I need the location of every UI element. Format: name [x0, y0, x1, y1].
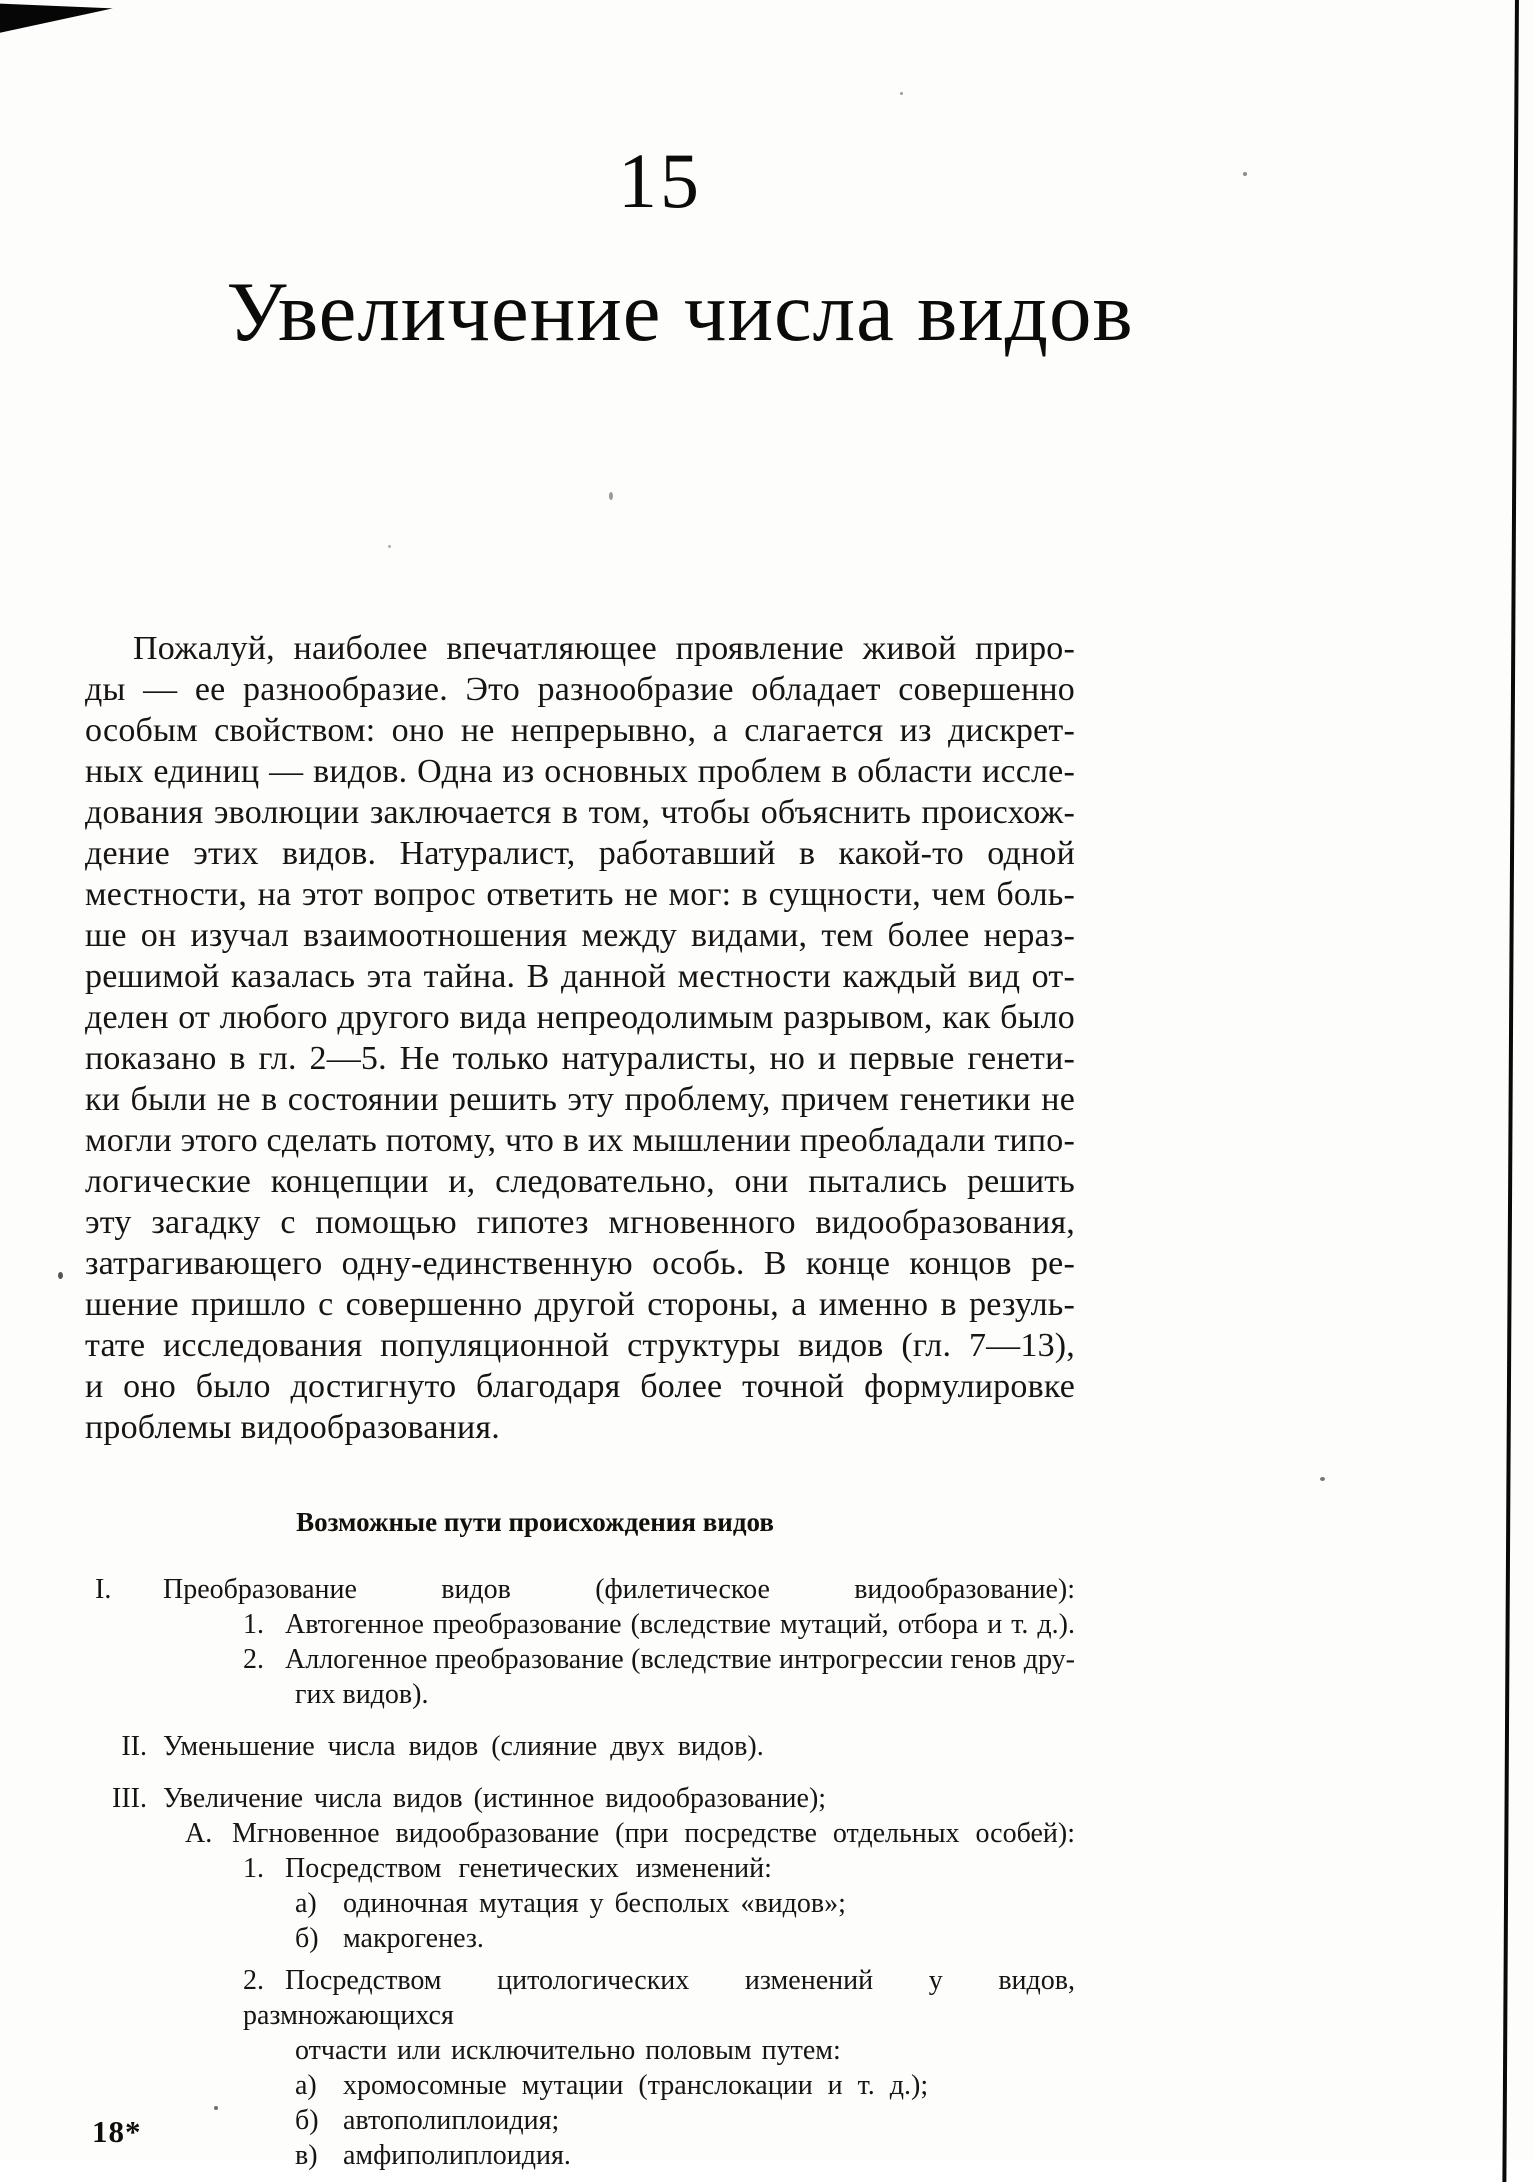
outline-item — [85, 2103, 1075, 2138]
outline-item — [85, 2138, 1075, 2173]
outline-item-label: б) — [295, 1923, 319, 1954]
page-edge-scan-line — [1502, 0, 1519, 2182]
scan-speck — [1243, 172, 1247, 176]
signature-mark: 18* — [92, 2114, 142, 2149]
outline-item — [85, 1851, 1075, 1886]
scan-speck — [1320, 1477, 1325, 1481]
outline-item-text: Увеличение числа видов (истинное видообразование); — [163, 1783, 827, 1814]
outline-item-text: одиночная мутация у бесполых «видов»; — [343, 1888, 846, 1919]
paragraph-line: логические концепции и, следовательно, они пытались решить — [85, 1163, 1075, 1200]
section-heading: Возможные пути происхождения видов — [296, 1507, 774, 1537]
outline-item — [85, 2033, 1075, 2068]
body-paragraph — [85, 628, 1075, 1448]
scan-speck — [900, 92, 903, 95]
outline-item-label: II. — [121, 1731, 147, 1762]
outline-item-label: III. — [112, 1783, 147, 1814]
outline-item-label: а) — [295, 2070, 317, 2101]
paragraph-line: решимой казалась эта тайна. В данной местности каждый вид от- — [85, 958, 1075, 995]
outline-item — [85, 1816, 1075, 1851]
paragraph-line: могли этого сделать потому, что в их мышлении преобладали типо- — [85, 1122, 1075, 1159]
paragraph-line: тате исследования популяционной структуры видов (гл. 7—13), — [85, 1327, 1075, 1364]
outline-item-label: 2. — [243, 1644, 264, 1675]
scan-speck — [388, 545, 391, 548]
paragraph-line: ных единиц — видов. Одна из основных проблем в области иссле- — [85, 753, 1075, 790]
scan-speck — [609, 492, 613, 500]
outline-item-text: макрогенез. — [343, 1923, 484, 1954]
outline-item — [85, 1677, 1075, 1712]
outline-item — [85, 1886, 1075, 1921]
outline-item-text: хромосомные мутации (транслокации и т. д.); — [343, 2070, 929, 2101]
paragraph-line: Пожалуй, наиболее впечатляющее проявление живой приро- — [133, 630, 1075, 667]
outline-item — [85, 1642, 1075, 1677]
outline-item-text: Мгновенное видообразование (при посредстве отдельных особей): — [232, 1818, 1075, 1849]
outline-item-label: I. — [95, 1574, 112, 1605]
chapter-number: 15 — [618, 137, 702, 224]
paragraph-line: ки были не в состоянии решить эту проблему, причем генетики не — [85, 1081, 1075, 1118]
outline-item-label: в) — [295, 2140, 318, 2171]
outline-item — [85, 1781, 1075, 1816]
paragraph-line: дования эволюции заключается в том, чтобы объяснить происхож- — [85, 794, 1075, 831]
outline-item — [85, 2068, 1075, 2103]
paragraph-line: особым свойством: оно не непрерывно, а слагается из дискрет- — [85, 712, 1075, 749]
outline-item-label: 1. — [243, 1609, 264, 1640]
scan-speck — [58, 1272, 63, 1279]
outline-item — [85, 1963, 1075, 2033]
paragraph-line: ды — ее разнообразие. Это разнообразие обладает совершенно — [85, 671, 1075, 708]
outline-item — [85, 1729, 1075, 1764]
outline-item-text: Посредством цитологических изменений у видов, размножающихся — [243, 1965, 1075, 2031]
scan-corner-artifact — [0, 0, 120, 40]
outline-item-text: отчасти или исключительно половым путем: — [295, 2035, 841, 2066]
paragraph-line: дение этих видов. Натуралист, работавший в какой-то одной — [85, 835, 1075, 872]
outline-item-label: А. — [185, 1818, 213, 1849]
outline-item — [85, 1921, 1075, 1956]
outline-item-text: Преобразование видов (филетическое видообразование): — [163, 1574, 1075, 1605]
outline-item-text: Автогенное преобразование (вследствие мутаций, отбора и т. д.). — [285, 1609, 1075, 1640]
outline-item — [85, 1607, 1075, 1642]
outline-item-label: а) — [295, 1888, 317, 1919]
paragraph-line: ше он изучал взаимоотношения между видами, тем более нераз- — [85, 917, 1075, 954]
outline-item-text: амфиполиплоидия. — [343, 2140, 571, 2171]
outline-list — [85, 1572, 1075, 2173]
paragraph-line: показано в гл. 2—5. Не только натуралисты, но и первые генети- — [85, 1040, 1075, 1077]
paragraph-line: делен от любого другого вида непреодолимым разрывом, как было — [85, 999, 1075, 1036]
chapter-title: Увеличение числа видов — [226, 265, 1134, 359]
outline-item-text: Посредством генетических изменений: — [285, 1853, 772, 1884]
outline-item-label: б) — [295, 2105, 319, 2136]
paragraph-line: и оно было достигнуто благодаря более точной формулировке — [85, 1368, 1075, 1405]
outline-item-label: 2. — [243, 1965, 264, 1996]
paragraph-line: шение пришло с совершенно другой стороны, а именно в резуль- — [85, 1286, 1075, 1323]
outline-item — [85, 1572, 1075, 1607]
paragraph-line: эту загадку с помощью гипотез мгновенного видообразования, — [85, 1204, 1075, 1241]
outline-item-text: Уменьшение числа видов (слияние двух видов). — [163, 1731, 764, 1762]
outline-item-text: автополиплоидия; — [343, 2105, 560, 2136]
outline-item-label: 1. — [243, 1853, 264, 1884]
paragraph-line: местности, на этот вопрос ответить не мог: в сущности, чем боль- — [85, 876, 1075, 913]
outline-item-text: гих видов). — [295, 1679, 429, 1710]
outline-item-text: Аллогенное преобразование (вследствие интрогрессии генов дру- — [285, 1644, 1075, 1675]
paragraph-line: проблемы видообразования. — [85, 1409, 500, 1446]
paragraph-line: затрагивающего одну-единственную особь. В конце концов ре- — [85, 1245, 1075, 1282]
